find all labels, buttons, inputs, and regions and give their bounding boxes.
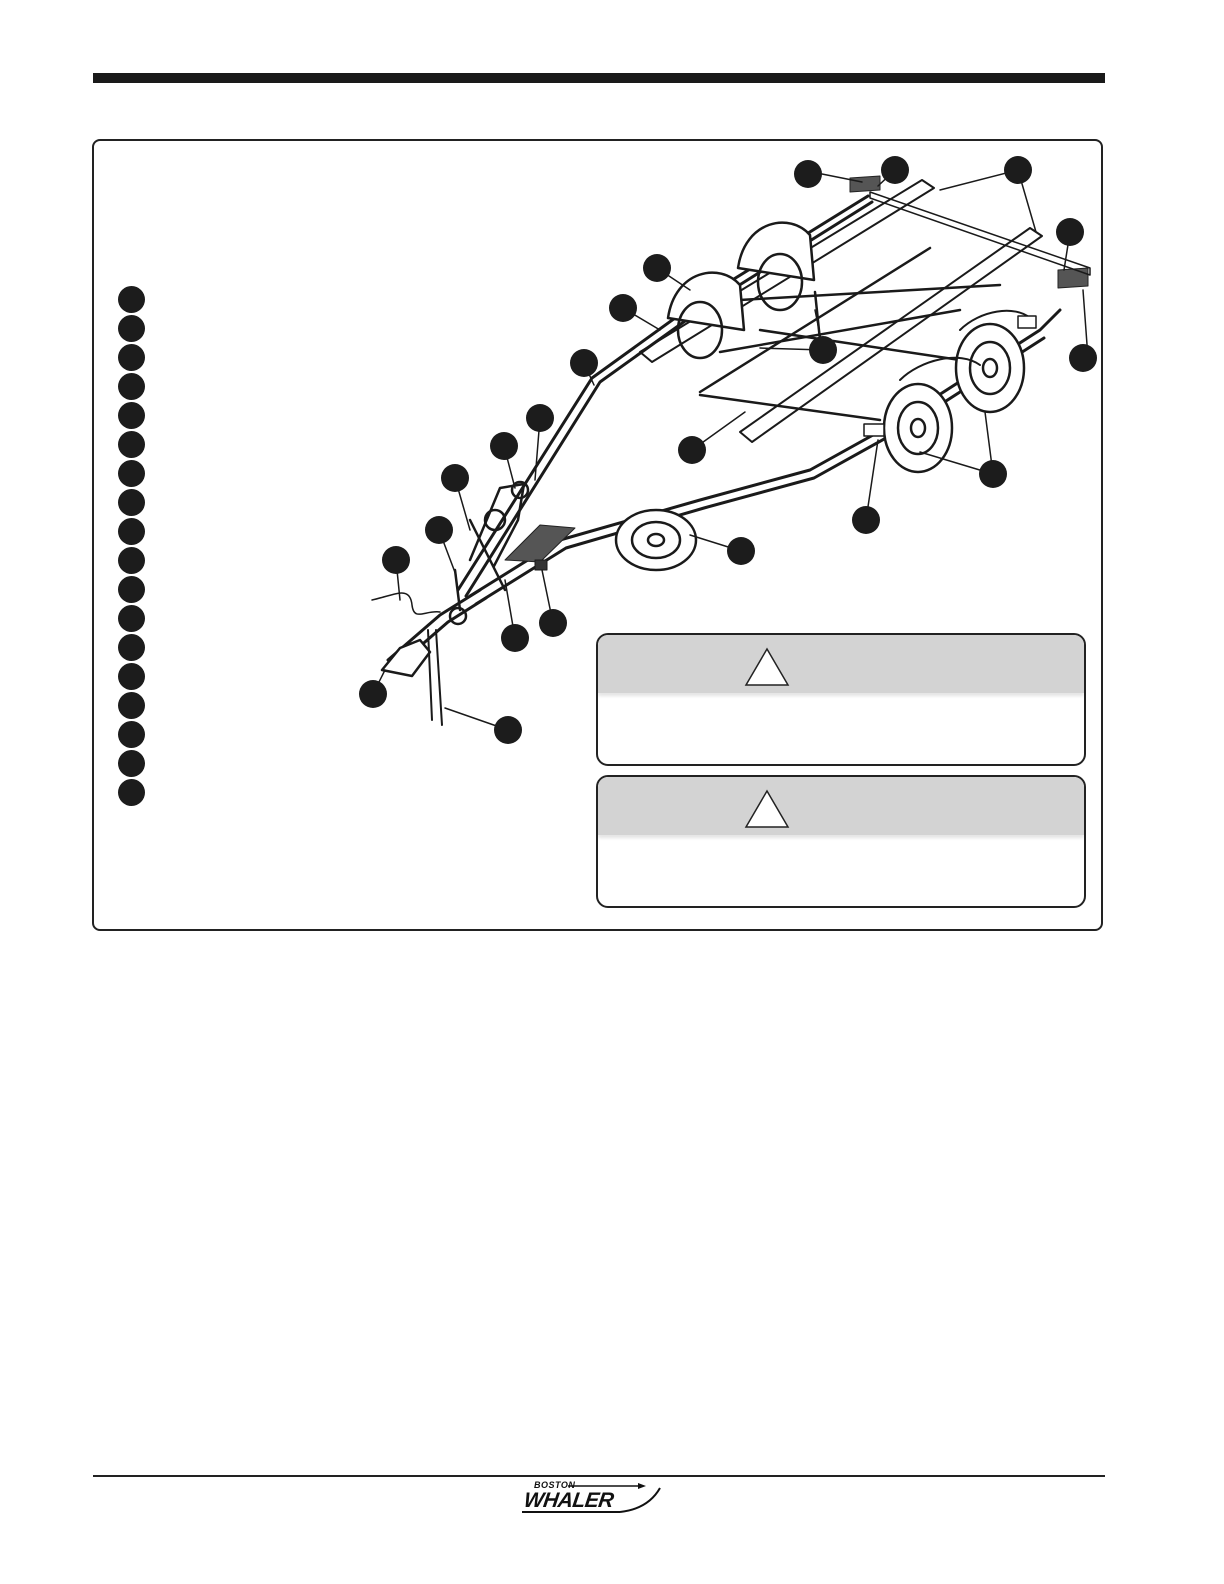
callout-marker	[643, 254, 671, 282]
warning-header	[598, 777, 1084, 835]
callout-marker	[539, 609, 567, 637]
callout-marker	[526, 404, 554, 432]
callout-marker	[490, 432, 518, 460]
warning-header	[598, 635, 1084, 693]
callout-marker	[678, 436, 706, 464]
rear-wheel	[956, 324, 1024, 412]
boston-whaler-logo	[520, 1480, 665, 1518]
safety-chains	[428, 630, 442, 725]
callout-marker	[441, 464, 469, 492]
callout-marker	[1069, 344, 1097, 372]
callout-marker	[382, 546, 410, 574]
coupler	[382, 570, 466, 676]
callout-marker	[852, 506, 880, 534]
callout-marker	[570, 349, 598, 377]
logo-swoosh-icon	[520, 1480, 665, 1518]
warning-triangle-icon	[744, 647, 790, 687]
callout-marker	[494, 716, 522, 744]
warning-panel	[596, 775, 1086, 908]
callout-marker	[425, 516, 453, 544]
logo-small-text: BOSTON	[534, 1480, 576, 1490]
callout-marker	[501, 624, 529, 652]
callout-marker	[1056, 218, 1084, 246]
callout-marker	[609, 294, 637, 322]
callout-marker	[809, 336, 837, 364]
logo-big-text: WHALER	[522, 1489, 615, 1512]
main-frame	[388, 196, 1060, 668]
callout-marker	[979, 460, 1007, 488]
wiring-harness	[372, 593, 440, 614]
callout-marker	[881, 156, 909, 184]
warning-triangle-icon	[744, 789, 790, 829]
footer-rule	[93, 1475, 1105, 1477]
callout-marker	[794, 160, 822, 188]
spare-tire	[616, 510, 696, 570]
warning-panel	[596, 633, 1086, 766]
callout-marker	[359, 680, 387, 708]
callout-marker	[727, 537, 755, 565]
callout-marker	[1004, 156, 1032, 184]
